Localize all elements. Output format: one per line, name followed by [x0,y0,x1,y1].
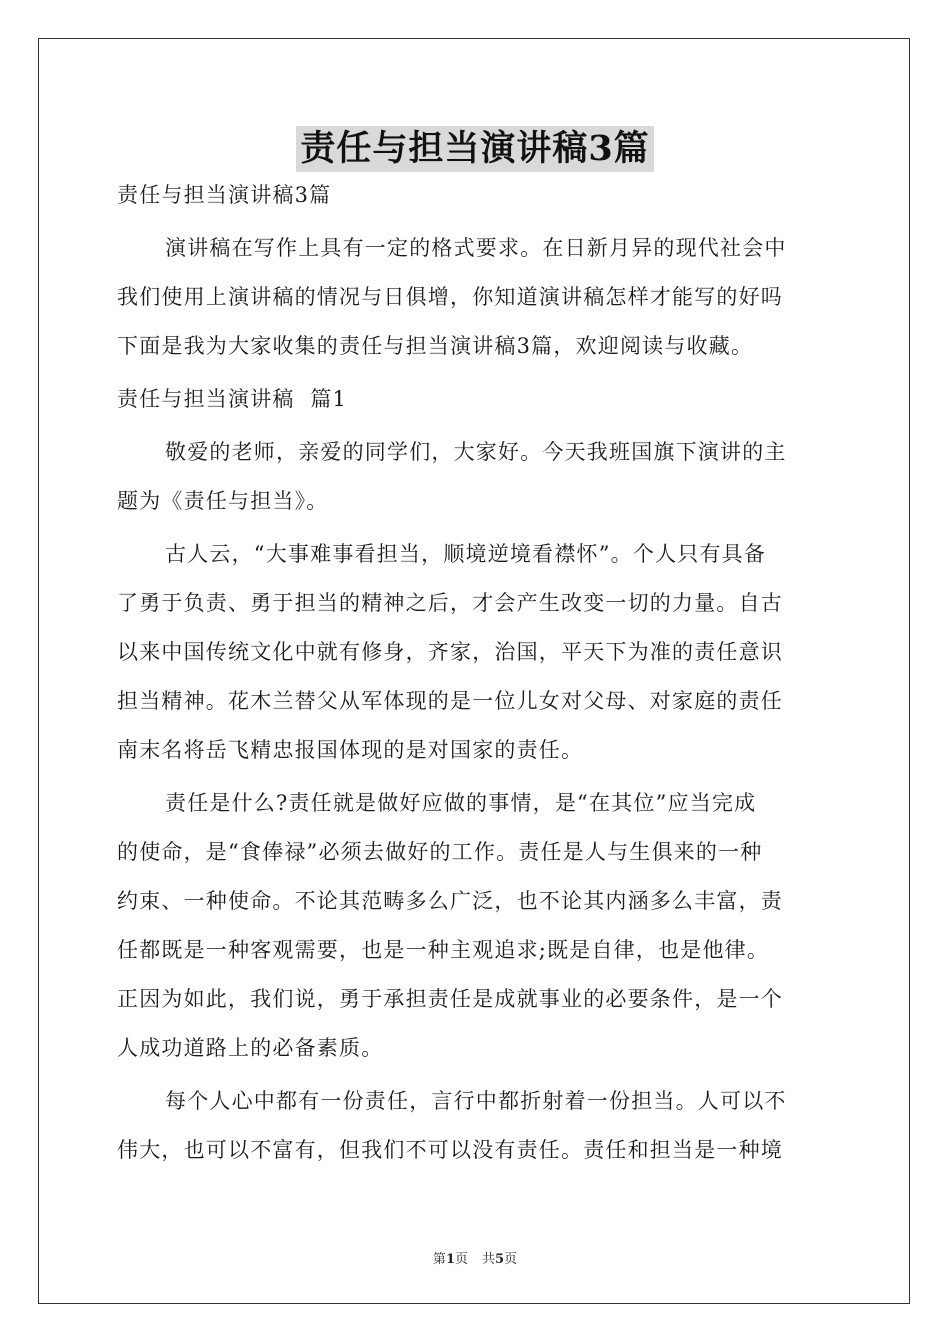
document-body [117,178,837,1186]
paragraph-line: 约束、一种使命。不论其范畴多么广泛，也不论其内涵多么丰富，责 [117,889,783,913]
paragraph-line: 题为《责任与担当》。 [117,489,329,513]
title-wrapper [0,126,950,172]
paragraph-line: 任都既是一种客观需要，也是一种主观追求;既是自律，也是他律。 [117,938,770,962]
paragraph-greeting [117,435,837,518]
paragraph-line: 敬爱的老师，亲爱的同学们，大家好。今天我班国旗下演讲的主 [165,440,787,464]
intro-paragraph [117,231,837,363]
page-footer [0,1248,950,1267]
paragraph-line: 我们使用上演讲稿的情况与日俱增，你知道演讲稿怎样才能写的好吗 [117,285,783,309]
paragraph-line: 演讲稿在写作上具有一定的格式要求。在日新月异的现代社会中 [165,236,787,260]
paragraph-line: 南末名将岳飞精忠报国体现的是对国家的责任。 [117,738,584,762]
paragraph-line: 每个人心中都有一份责任，言行中都折射着一份担当。人可以不 [165,1089,787,1113]
subtitle: 责任与担当演讲稿3篇 [117,183,332,207]
total-prefix: 共 [482,1252,496,1267]
paragraph-line: 人成功道路上的必备素质。 [117,1036,384,1060]
paragraph-what-is-responsibility [117,786,837,1065]
page-prefix: 第 [432,1252,446,1267]
total-suffix: 页 [504,1252,518,1267]
document-title: 责任与担当演讲稿3篇 [296,126,653,172]
paragraph-line: 下面是我为大家收集的责任与担当演讲稿3篇，欢迎阅读与收藏。 [117,334,754,358]
section-heading: 责任与担当演讲稿 篇1 [117,387,348,411]
paragraph-line: 以来中国传统文化中就有修身，齐家，治国，平天下为准的责任意识 [117,640,783,664]
page-total: 5 [495,1252,505,1267]
paragraph-line: 正因为如此，我们说，勇于承担责任是成就事业的必要条件，是一个 [117,987,783,1011]
paragraph-everyone [117,1084,837,1167]
paragraph-line: 了勇于负责、勇于担当的精神之后，才会产生改变一切的力量。自古 [117,591,783,615]
paragraph-line: 的使命，是“食俸禄”必须去做好的工作。责任是人与生俱来的一种 [117,840,763,864]
page-current: 1 [445,1252,455,1267]
page-suffix: 页 [454,1252,468,1267]
paragraph-line: 责任是什么?责任就是做好应做的事情，是“在其位”应当完成 [165,791,757,815]
paragraph-line: 古人云，“大事难事看担当，顺境逆境看襟怀”。个人只有具备 [165,542,767,566]
paragraph-line: 伟大，也可以不富有，但我们不可以没有责任。责任和担当是一种境 [117,1138,783,1162]
paragraph-line: 担当精神。花木兰替父从军体现的是一位儿女对父母、对家庭的责任 [117,689,783,713]
paragraph-ancients [117,537,837,767]
